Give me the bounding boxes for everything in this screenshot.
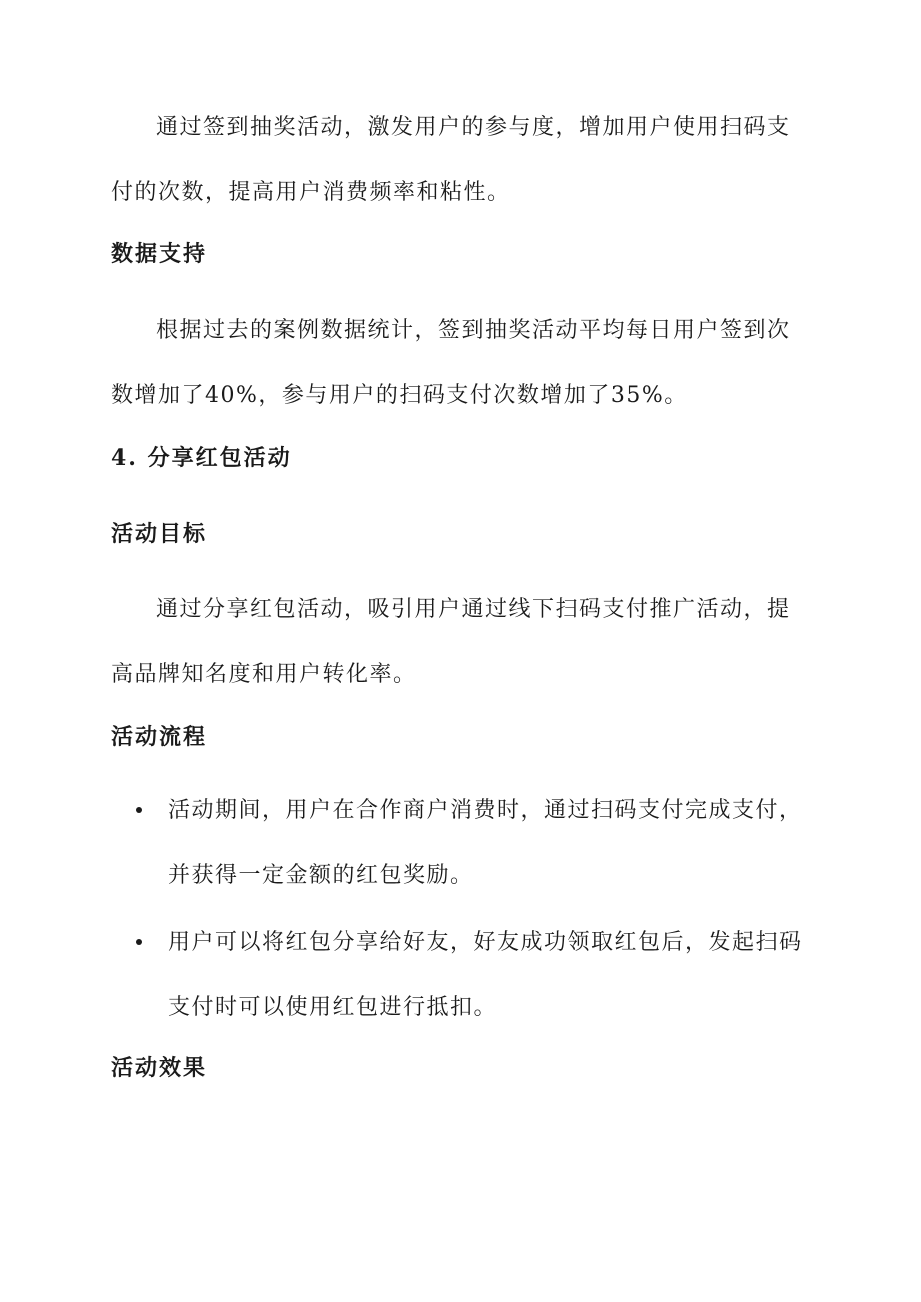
heading-activity-effect: 活动效果 [111,1055,208,1081]
data-support-paragraph: 根据过去的案例数据统计，签到抽奖活动平均每日用户签到次数增加了40%，参与用户的扫码支付次数增加了35%。 [111,318,791,408]
bullet-dot-icon [136,939,142,945]
activity-goal-paragraph: 通过分享红包活动，吸引用户通过线下扫码支付推广活动，提高品牌知名度和用户转化率。 [111,597,791,687]
process-item-text: 活动期间，用户在合作商户消费时，通过扫码支付完成支付，并获得一定金额的红包奖励。 [168,798,803,888]
heading-section-4: 4. 分享红包活动 [111,445,292,471]
heading-data-support: 数据支持 [111,241,208,267]
bullet-dot-icon [136,807,142,813]
heading-activity-goal: 活动目标 [111,521,208,547]
process-list-item [136,910,806,1040]
intro-paragraph: 通过签到抽奖活动，激发用户的参与度，增加用户使用扫码支付的次数，提高用户消费频率和粘性。 [111,115,791,205]
heading-activity-process: 活动流程 [111,724,208,750]
process-list-item [136,778,806,908]
process-item-text: 用户可以将红包分享给好友，好友成功领取红包后，发起扫码支付时可以使用红包进行抵扣。 [168,930,803,1020]
